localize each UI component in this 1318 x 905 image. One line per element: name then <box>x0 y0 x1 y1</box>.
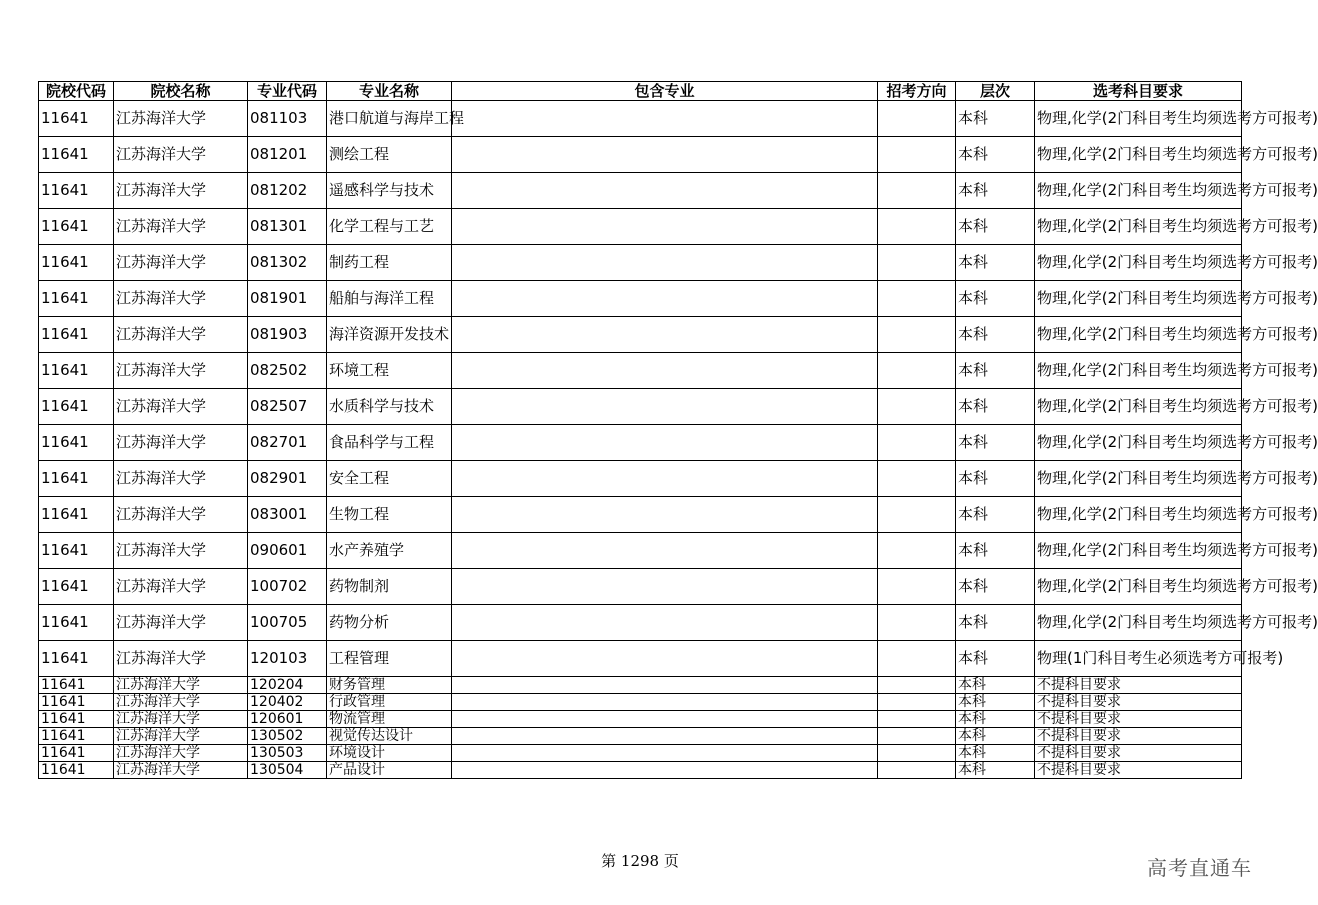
cell-direction <box>878 353 956 389</box>
cell-major-name: 视觉传达设计 <box>327 728 452 745</box>
cell-school-code: 11641 <box>39 209 114 245</box>
cell-requirement: 物理,化学(2门科目考生均须选考方可报考) <box>1035 137 1242 173</box>
table-row <box>39 569 1242 605</box>
table-row <box>39 694 1242 711</box>
cell-requirement: 物理,化学(2门科目考生均须选考方可报考) <box>1035 569 1242 605</box>
cell-school-code: 11641 <box>39 461 114 497</box>
cell-requirement: 物理,化学(2门科目考生均须选考方可报考) <box>1035 281 1242 317</box>
cell-direction <box>878 281 956 317</box>
cell-level: 本科 <box>956 461 1035 497</box>
cell-level: 本科 <box>956 497 1035 533</box>
cell-level: 本科 <box>956 533 1035 569</box>
cell-school-name: 江苏海洋大学 <box>114 281 248 317</box>
cell-requirement: 物理,化学(2门科目考生均须选考方可报考) <box>1035 605 1242 641</box>
cell-school-code: 11641 <box>39 762 114 779</box>
cell-requirement: 物理,化学(2门科目考生均须选考方可报考) <box>1035 173 1242 209</box>
cell-major-code: 083001 <box>248 497 327 533</box>
cell-includes <box>452 641 878 677</box>
cell-direction <box>878 461 956 497</box>
cell-requirement: 物理,化学(2门科目考生均须选考方可报考) <box>1035 245 1242 281</box>
cell-school-name: 江苏海洋大学 <box>114 209 248 245</box>
cell-major-code: 130503 <box>248 745 327 762</box>
cell-requirement: 物理,化学(2门科目考生均须选考方可报考) <box>1035 461 1242 497</box>
cell-direction <box>878 245 956 281</box>
cell-includes <box>452 711 878 728</box>
cell-level: 本科 <box>956 209 1035 245</box>
cell-requirement: 不提科目要求 <box>1035 677 1242 694</box>
cell-major-name: 船舶与海洋工程 <box>327 281 452 317</box>
cell-major-code: 082901 <box>248 461 327 497</box>
cell-major-name: 制药工程 <box>327 245 452 281</box>
table-row <box>39 497 1242 533</box>
cell-direction <box>878 569 956 605</box>
cell-school-code: 11641 <box>39 425 114 461</box>
cell-direction <box>878 728 956 745</box>
cell-includes <box>452 173 878 209</box>
cell-school-code: 11641 <box>39 317 114 353</box>
cell-major-name: 产品设计 <box>327 762 452 779</box>
table-row <box>39 317 1242 353</box>
cell-school-name: 江苏海洋大学 <box>114 745 248 762</box>
table-row <box>39 461 1242 497</box>
table-body <box>39 101 1318 779</box>
cell-school-code: 11641 <box>39 137 114 173</box>
cell-requirement: 物理,化学(2门科目考生均须选考方可报考) <box>1035 389 1242 425</box>
cell-major-code: 081202 <box>248 173 327 209</box>
cell-school-code: 11641 <box>39 533 114 569</box>
cell-level: 本科 <box>956 762 1035 779</box>
table-row <box>39 711 1242 728</box>
cell-direction <box>878 677 956 694</box>
cell-level: 本科 <box>956 605 1035 641</box>
cell-major-code: 081301 <box>248 209 327 245</box>
cell-major-name: 食品科学与工程 <box>327 425 452 461</box>
cell-direction <box>878 317 956 353</box>
table-header-row <box>39 82 1242 101</box>
cell-includes <box>452 497 878 533</box>
cell-major-name: 工程管理 <box>327 641 452 677</box>
cell-major-code: 100705 <box>248 605 327 641</box>
cell-requirement: 物理,化学(2门科目考生均须选考方可报考) <box>1035 317 1242 353</box>
cell-major-code: 081901 <box>248 281 327 317</box>
cell-school-code: 11641 <box>39 281 114 317</box>
header-major-code: 专业代码 <box>248 82 327 101</box>
cell-major-code: 090601 <box>248 533 327 569</box>
cell-school-name: 江苏海洋大学 <box>114 641 248 677</box>
cell-direction <box>878 497 956 533</box>
header-level: 层次 <box>956 82 1035 101</box>
cell-includes <box>452 137 878 173</box>
cell-major-name: 财务管理 <box>327 677 452 694</box>
table-row <box>39 209 1242 245</box>
cell-school-code: 11641 <box>39 641 114 677</box>
cell-level: 本科 <box>956 569 1035 605</box>
table-row <box>39 101 1242 137</box>
cell-level: 本科 <box>956 245 1035 281</box>
cell-includes <box>452 209 878 245</box>
cell-school-name: 江苏海洋大学 <box>114 317 248 353</box>
watermark: 高考直通车 <box>1147 856 1252 880</box>
cell-major-code: 100702 <box>248 569 327 605</box>
cell-school-code: 11641 <box>39 605 114 641</box>
cell-requirement: 物理,化学(2门科目考生均须选考方可报考) <box>1035 353 1242 389</box>
cell-school-name: 江苏海洋大学 <box>114 353 248 389</box>
cell-school-name: 江苏海洋大学 <box>114 425 248 461</box>
cell-requirement: 物理,化学(2门科目考生均须选考方可报考) <box>1035 533 1242 569</box>
header-requirement: 选考科目要求 <box>1035 82 1242 101</box>
cell-includes <box>452 745 878 762</box>
cell-direction <box>878 137 956 173</box>
cell-major-name: 物流管理 <box>327 711 452 728</box>
cell-major-code: 120103 <box>248 641 327 677</box>
cell-includes <box>452 101 878 137</box>
cell-direction <box>878 425 956 461</box>
table-row <box>39 389 1242 425</box>
cell-includes <box>452 317 878 353</box>
cell-requirement: 不提科目要求 <box>1035 745 1242 762</box>
cell-school-name: 江苏海洋大学 <box>114 461 248 497</box>
cell-major-code: 081302 <box>248 245 327 281</box>
cell-includes <box>452 353 878 389</box>
table-row <box>39 137 1242 173</box>
cell-includes <box>452 389 878 425</box>
cell-major-name: 水产养殖学 <box>327 533 452 569</box>
cell-major-name: 环境设计 <box>327 745 452 762</box>
cell-school-code: 11641 <box>39 569 114 605</box>
cell-school-name: 江苏海洋大学 <box>114 497 248 533</box>
cell-direction <box>878 101 956 137</box>
cell-school-name: 江苏海洋大学 <box>114 137 248 173</box>
table-row <box>39 173 1242 209</box>
table-row <box>39 281 1242 317</box>
cell-direction <box>878 533 956 569</box>
cell-requirement: 不提科目要求 <box>1035 694 1242 711</box>
cell-major-name: 港口航道与海岸工程 <box>327 101 452 137</box>
cell-major-code: 082701 <box>248 425 327 461</box>
cell-direction <box>878 605 956 641</box>
cell-school-code: 11641 <box>39 677 114 694</box>
cell-school-name: 江苏海洋大学 <box>114 173 248 209</box>
cell-major-name: 化学工程与工艺 <box>327 209 452 245</box>
cell-major-name: 测绘工程 <box>327 137 452 173</box>
cell-level: 本科 <box>956 101 1035 137</box>
cell-requirement: 物理,化学(2门科目考生均须选考方可报考) <box>1035 209 1242 245</box>
cell-level: 本科 <box>956 694 1035 711</box>
cell-major-code: 120204 <box>248 677 327 694</box>
header-direction: 招考方向 <box>878 82 956 101</box>
header-major-name: 专业名称 <box>327 82 452 101</box>
table-row <box>39 533 1242 569</box>
cell-requirement: 不提科目要求 <box>1035 711 1242 728</box>
table-row <box>39 425 1242 461</box>
table-row <box>39 353 1242 389</box>
admission-table <box>38 81 1318 779</box>
cell-school-code: 11641 <box>39 353 114 389</box>
cell-school-name: 江苏海洋大学 <box>114 728 248 745</box>
cell-school-code: 11641 <box>39 728 114 745</box>
cell-includes <box>452 677 878 694</box>
table-row <box>39 245 1242 281</box>
table-row <box>39 641 1242 677</box>
cell-major-name: 遥感科学与技术 <box>327 173 452 209</box>
cell-requirement: 不提科目要求 <box>1035 728 1242 745</box>
cell-level: 本科 <box>956 425 1035 461</box>
cell-major-name: 药物分析 <box>327 605 452 641</box>
cell-school-name: 江苏海洋大学 <box>114 762 248 779</box>
cell-school-code: 11641 <box>39 245 114 281</box>
cell-major-name: 海洋资源开发技术 <box>327 317 452 353</box>
cell-requirement: 物理,化学(2门科目考生均须选考方可报考) <box>1035 497 1242 533</box>
cell-major-code: 130504 <box>248 762 327 779</box>
cell-includes <box>452 728 878 745</box>
header-includes: 包含专业 <box>452 82 878 101</box>
cell-major-code: 120601 <box>248 711 327 728</box>
cell-major-code: 081903 <box>248 317 327 353</box>
cell-school-code: 11641 <box>39 745 114 762</box>
cell-direction <box>878 173 956 209</box>
cell-school-code: 11641 <box>39 173 114 209</box>
cell-school-code: 11641 <box>39 101 114 137</box>
cell-level: 本科 <box>956 745 1035 762</box>
cell-school-code: 11641 <box>39 497 114 533</box>
table-row <box>39 677 1242 694</box>
cell-direction <box>878 745 956 762</box>
header-school-name: 院校名称 <box>114 82 248 101</box>
cell-requirement: 不提科目要求 <box>1035 762 1242 779</box>
cell-school-code: 11641 <box>39 711 114 728</box>
cell-school-name: 江苏海洋大学 <box>114 569 248 605</box>
cell-includes <box>452 425 878 461</box>
cell-includes <box>452 762 878 779</box>
cell-includes <box>452 245 878 281</box>
cell-includes <box>452 461 878 497</box>
cell-requirement: 物理,化学(2门科目考生均须选考方可报考) <box>1035 425 1242 461</box>
cell-includes <box>452 694 878 711</box>
cell-direction <box>878 711 956 728</box>
cell-school-code: 11641 <box>39 389 114 425</box>
cell-major-code: 120402 <box>248 694 327 711</box>
cell-includes <box>452 569 878 605</box>
cell-level: 本科 <box>956 173 1035 209</box>
header-school-code: 院校代码 <box>39 82 114 101</box>
cell-level: 本科 <box>956 711 1035 728</box>
cell-major-name: 环境工程 <box>327 353 452 389</box>
cell-direction <box>878 694 956 711</box>
cell-level: 本科 <box>956 317 1035 353</box>
cell-school-name: 江苏海洋大学 <box>114 245 248 281</box>
table-row <box>39 728 1242 745</box>
cell-requirement: 物理(1门科目考生必须选考方可报考) <box>1035 641 1242 677</box>
cell-includes <box>452 533 878 569</box>
cell-level: 本科 <box>956 353 1035 389</box>
cell-school-name: 江苏海洋大学 <box>114 605 248 641</box>
cell-major-code: 130502 <box>248 728 327 745</box>
cell-school-name: 江苏海洋大学 <box>114 694 248 711</box>
cell-direction <box>878 641 956 677</box>
table-row <box>39 762 1242 779</box>
cell-school-name: 江苏海洋大学 <box>114 389 248 425</box>
cell-level: 本科 <box>956 677 1035 694</box>
cell-level: 本科 <box>956 137 1035 173</box>
cell-includes <box>452 605 878 641</box>
cell-major-name: 行政管理 <box>327 694 452 711</box>
cell-direction <box>878 209 956 245</box>
cell-school-code: 11641 <box>39 694 114 711</box>
cell-level: 本科 <box>956 281 1035 317</box>
cell-level: 本科 <box>956 389 1035 425</box>
cell-school-name: 江苏海洋大学 <box>114 101 248 137</box>
table-row <box>39 745 1242 762</box>
cell-direction <box>878 389 956 425</box>
cell-major-name: 安全工程 <box>327 461 452 497</box>
cell-major-name: 生物工程 <box>327 497 452 533</box>
cell-major-name: 水质科学与技术 <box>327 389 452 425</box>
page-number: 第 1298 页 <box>601 852 679 870</box>
cell-major-code: 081103 <box>248 101 327 137</box>
cell-major-code: 081201 <box>248 137 327 173</box>
cell-requirement: 物理,化学(2门科目考生均须选考方可报考) <box>1035 101 1242 137</box>
cell-major-code: 082502 <box>248 353 327 389</box>
cell-direction <box>878 762 956 779</box>
cell-major-code: 082507 <box>248 389 327 425</box>
cell-school-name: 江苏海洋大学 <box>114 677 248 694</box>
table-row <box>39 605 1242 641</box>
cell-school-name: 江苏海洋大学 <box>114 533 248 569</box>
cell-level: 本科 <box>956 728 1035 745</box>
cell-major-name: 药物制剂 <box>327 569 452 605</box>
cell-level: 本科 <box>956 641 1035 677</box>
cell-includes <box>452 281 878 317</box>
cell-school-name: 江苏海洋大学 <box>114 711 248 728</box>
